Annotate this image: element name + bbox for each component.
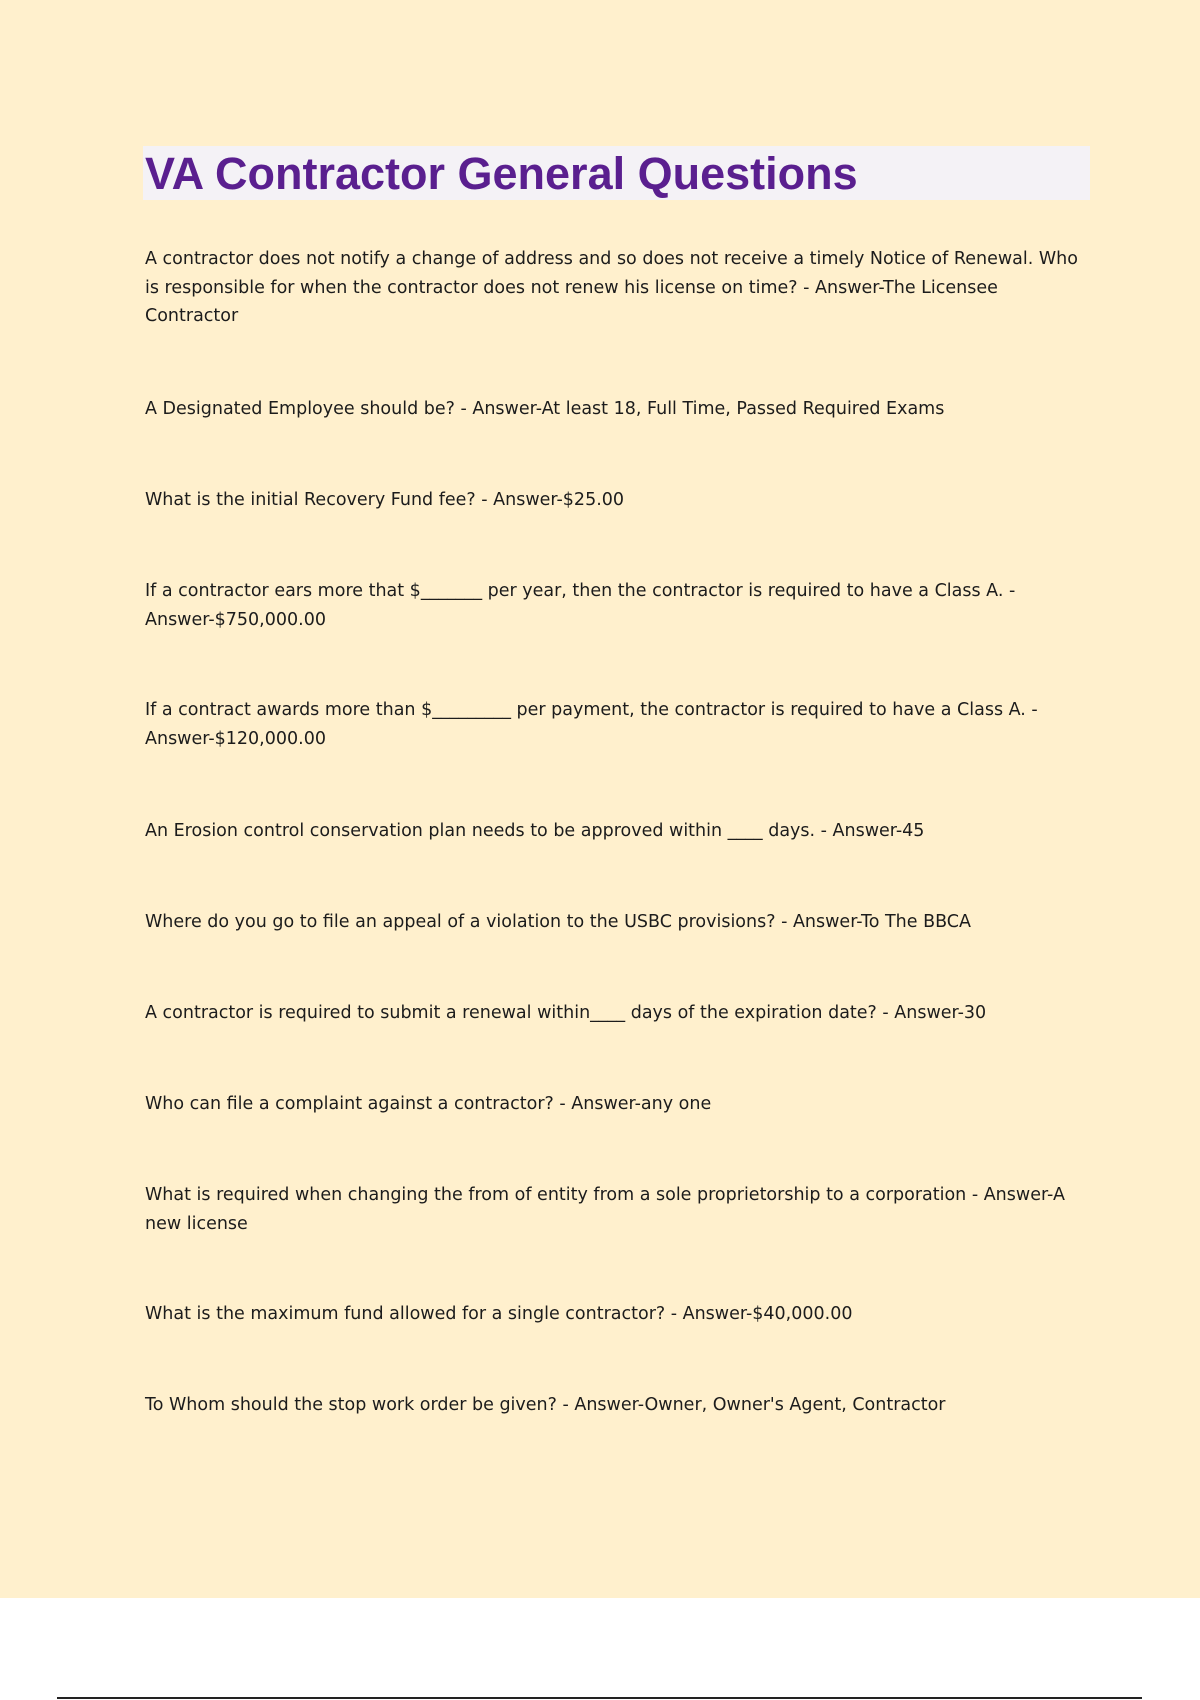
- qa-item-4: If a contractor ears more that $_______ per year, then the contractor is required to have a Class A. - Answer-$750,000.00: [145, 581, 1016, 630]
- qa-item-5: If a contract awards more than $_________ per payment, the contractor is required to have a Class A. - Answer-$120,000.00: [145, 700, 1038, 749]
- qa-item-1: A contractor does not notify a change of address and so does not receive a timely Notice of Renewal. Who is responsible for when the contractor does not renew his license on time? - Answer-The Licensee Contractor: [145, 249, 1078, 326]
- qa-item-7: Where do you go to file an appeal of a violation to the USBC provisions? - Answer-To The BBCA: [145, 912, 971, 932]
- qa-item-3: What is the initial Recovery Fund fee? - Answer-$25.00: [145, 490, 625, 510]
- footer-divider: [57, 1697, 1142, 1699]
- qa-item-6: An Erosion control conservation plan needs to be approved within ____ days. - Answer-45: [145, 821, 925, 841]
- qa-item-2: A Designated Employee should be? - Answer-At least 18, Full Time, Passed Required Exams: [145, 399, 945, 419]
- qa-item-9: Who can file a complaint against a contractor? - Answer-any one: [145, 1094, 712, 1114]
- qa-item-11: What is the maximum fund allowed for a single contractor? - Answer-$40,000.00: [145, 1304, 853, 1324]
- qa-item-12: To Whom should the stop work order be given? - Answer-Owner, Owner's Agent, Contractor: [145, 1395, 946, 1415]
- qa-item-8: A contractor is required to submit a renewal within____ days of the expiration date? - Answer-30: [145, 1003, 987, 1023]
- document-title: VA Contractor General Questions: [145, 148, 858, 199]
- qa-item-10: What is required when changing the from of entity from a sole proprietorship to a corporation - Answer-A new license: [145, 1185, 1065, 1234]
